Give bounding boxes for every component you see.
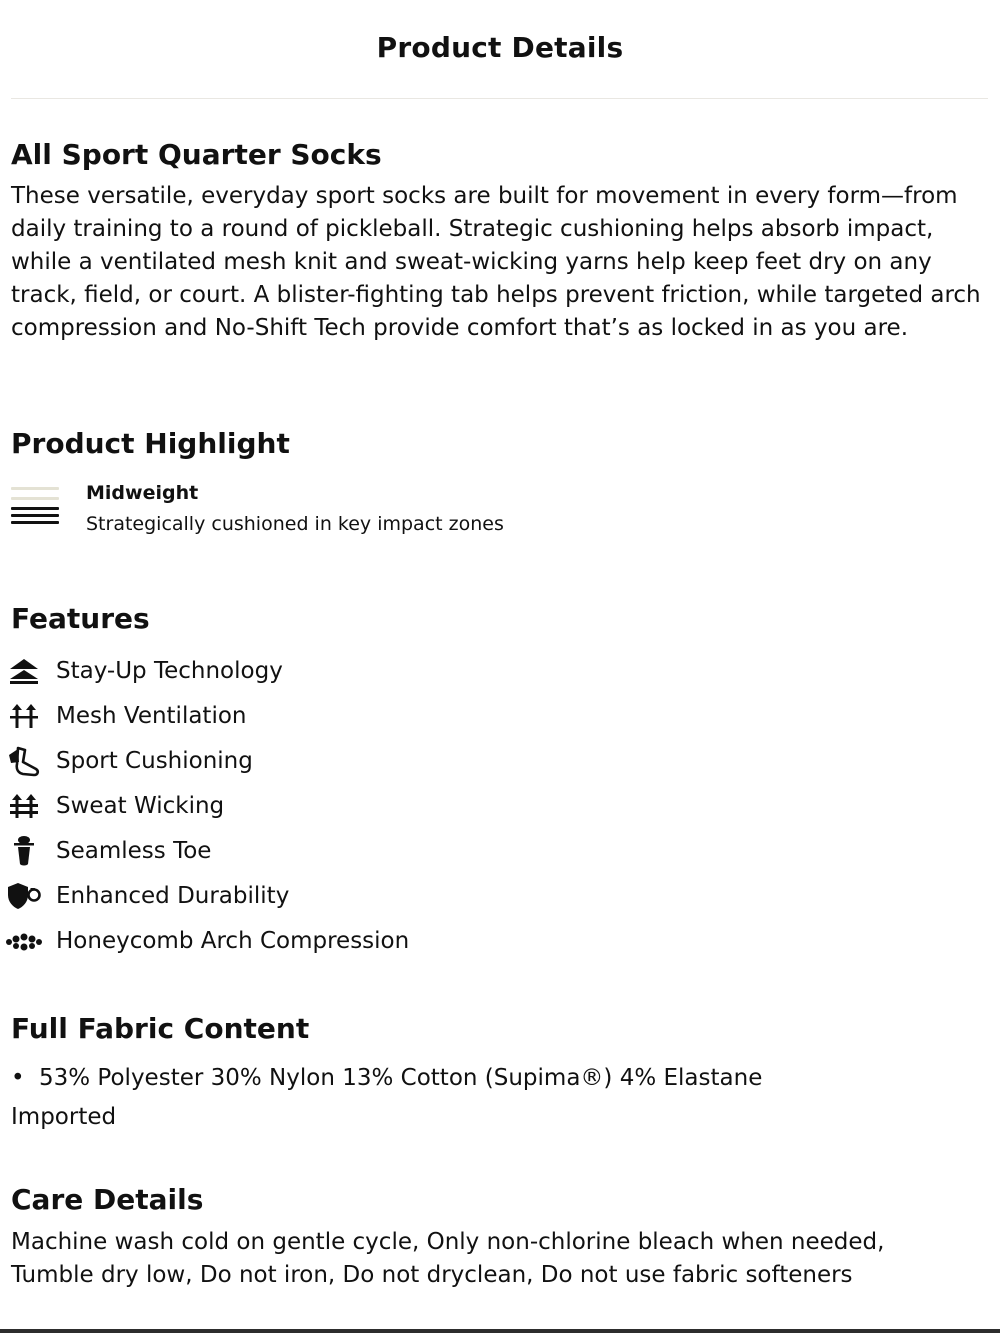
ventilation-arrows-icon	[6, 700, 42, 732]
sock-cushion-icon	[6, 745, 42, 777]
list-item	[0, 831, 700, 871]
cushion-level-icon	[11, 487, 59, 531]
list-item	[0, 651, 700, 691]
care-heading: Care Details	[11, 1183, 204, 1216]
page-title: Product Details	[376, 31, 624, 64]
care-line: Machine wash cold on gentle cycle, Only non-chlorine bleach when needed,	[11, 1229, 885, 1255]
fabric-content: 53% Polyester 30% Nylon 13% Cotton (Supima®) 4% Elastane	[39, 1065, 763, 1091]
stay-up-icon	[6, 655, 42, 687]
product-highlight	[11, 478, 911, 548]
list-item	[0, 786, 700, 826]
highlight-name: Midweight	[86, 482, 199, 504]
fabric-content-item	[11, 1062, 762, 1094]
list-item	[0, 696, 700, 736]
care-line: Tumble dry low, Do not iron, Do not dryclean, Do not use fabric softeners	[11, 1262, 853, 1288]
feature-label: Seamless Toe	[56, 838, 212, 864]
list-item	[0, 921, 700, 961]
durability-shield-icon	[6, 880, 42, 912]
feature-label: Stay-Up Technology	[56, 658, 283, 684]
fabric-origin: Imported	[11, 1104, 117, 1130]
fabric-heading: Full Fabric Content	[11, 1012, 310, 1045]
feature-label: Enhanced Durability	[56, 883, 290, 909]
feature-label: Sport Cushioning	[56, 748, 253, 774]
bullet: •	[11, 1065, 25, 1091]
honeycomb-icon	[6, 925, 42, 957]
care-details	[11, 1226, 991, 1292]
feature-label: Honeycomb Arch Compression	[56, 928, 410, 954]
features-heading: Features	[11, 602, 150, 635]
feature-label: Mesh Ventilation	[56, 703, 247, 729]
list-item	[0, 741, 700, 781]
header-divider	[11, 98, 988, 99]
product-description: These versatile, everyday sport socks are built for movement in every form—from daily training to a round of pickleball. Strategic cushioning helps absorb impact, while a ventilated mesh knit and sweat-wicking yarns help keep feet dry on any track, field, or court. A blister-fighting tab helps prevent friction, while targeted arch compression and No-Shift Tech provide comfort that’s as locked in as you are.	[11, 183, 981, 341]
highlight-description: Strategically cushioned in key impact zones	[86, 513, 504, 535]
highlight-heading: Product Highlight	[11, 427, 290, 460]
seamless-toe-icon	[6, 835, 42, 867]
bottom-edge	[0, 1329, 1000, 1333]
list-item	[0, 876, 700, 916]
feature-label: Sweat Wicking	[56, 793, 225, 819]
product-name: All Sport Quarter Socks	[11, 138, 382, 171]
wicking-arrows-icon	[6, 790, 42, 822]
